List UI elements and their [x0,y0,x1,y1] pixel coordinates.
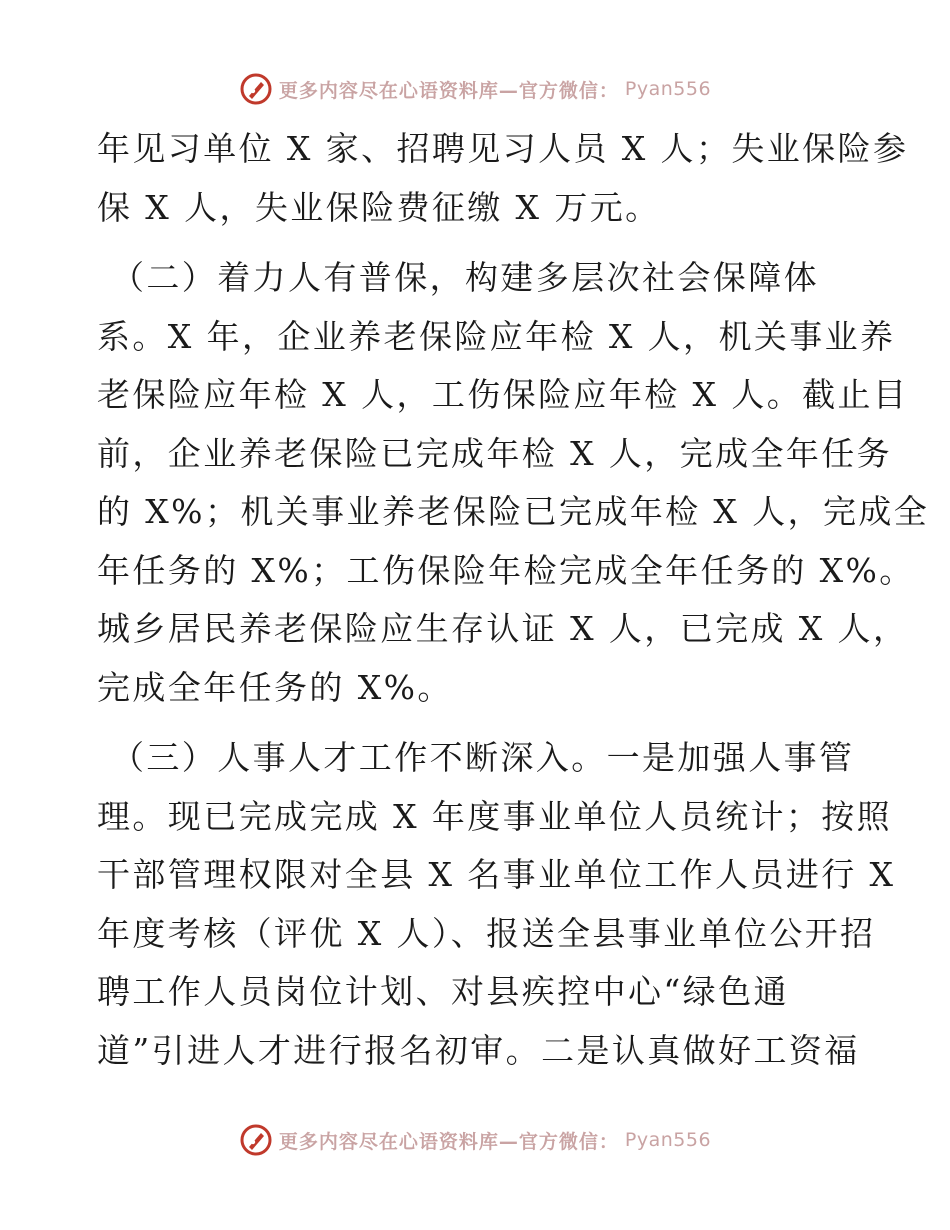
watermark-text: 更多内容尽在心语资料库—官方微信： [278,79,619,102]
pen-logo-icon [239,1123,273,1157]
text-line: 系。X 年，企业养老保险应年检 X 人，机关事业养 [97,316,896,356]
pen-logo-icon [239,72,273,106]
watermark-wechat-id: Pyan556 [624,78,712,100]
watermark-text: 更多内容尽在心语资料库—官方微信： [278,1130,619,1153]
watermark-wechat-id: Pyan556 [624,1129,712,1151]
text-line: 保 X 人，失业保险费征缴 X 万元。 [97,187,661,227]
paragraph-2 [97,249,930,717]
paragraph-3 [97,729,896,1080]
text-line: 聘工作人员岗位计划、对县疾控中心“绿色通 [97,972,789,1011]
text-line: 年见习单位 X 家、招聘见习人员 X 人；失业保险参 [97,129,909,168]
text-line: 完成全年任务的 X%。 [97,667,453,707]
text-line: 理。现已完成完成 X 年度事业单位人员统计；按照 [97,796,893,836]
document-body [97,120,930,1080]
text-line: 道”引进人才进行报名初审。二是认真做好工资福 [97,1030,860,1070]
text-line: 前，企业养老保险已完成年检 X 人，完成全年任务 [97,433,893,473]
paragraph-1 [97,120,909,237]
watermark-bottom [0,1123,950,1157]
text-line: （三）人事人才工作不断深入。一是加强人事管 [111,738,855,777]
text-line: 的 X%；机关事业养老保险已完成年检 X 人，完成全 [97,492,930,531]
text-line: 干部管理权限对全县 X 名事业单位工作人员进行 X [97,855,896,894]
text-line: 城乡居民养老保险应生存认证 X 人，已完成 X 人， [97,609,909,648]
text-line: 老保险应年检 X 人，工伤保险应年检 X 人。截止目 [97,375,909,414]
text-line: （二）着力人有普保，构建多层次社会保障体 [111,258,819,297]
text-line: 年度考核（评优 X 人）、报送全县事业单位公开招 [97,913,876,953]
text-line: 年任务的 X%；工伤保险年检完成全年任务的 X%。 [97,550,915,590]
watermark-top [0,72,950,106]
